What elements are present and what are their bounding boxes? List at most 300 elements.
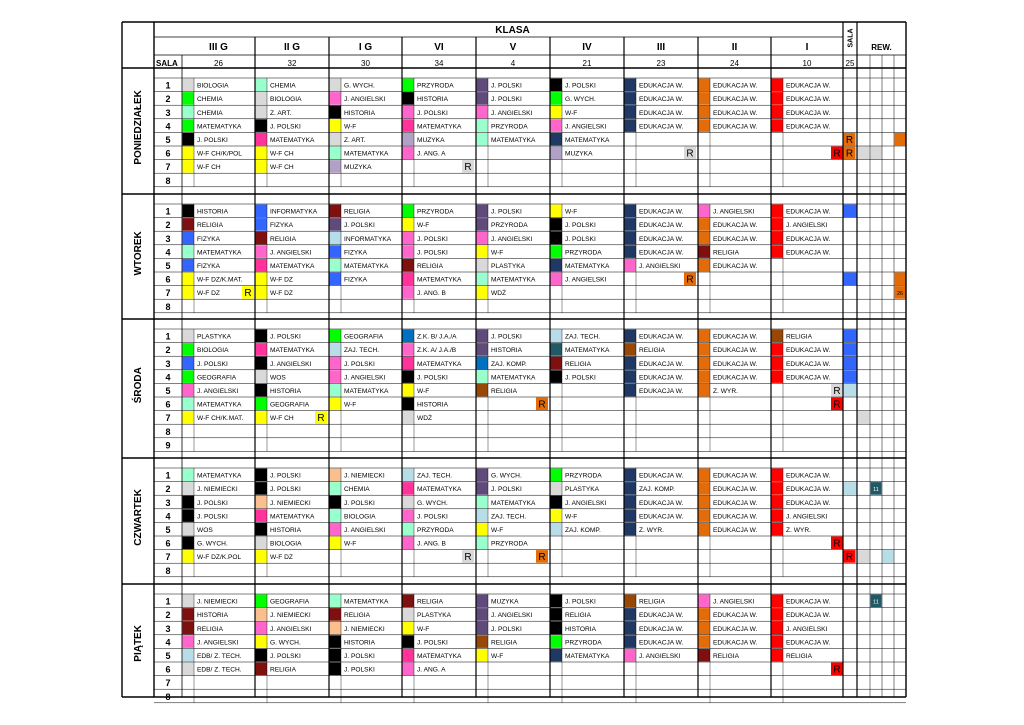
subject-color bbox=[625, 482, 637, 495]
subject-label: W-F CH/K.MAT. bbox=[197, 415, 244, 423]
subject-color bbox=[403, 398, 415, 411]
subject-label: EDUKACJA W. bbox=[713, 639, 758, 647]
subject-color bbox=[477, 343, 489, 356]
subject-color bbox=[477, 523, 489, 536]
subject-label: W-F bbox=[344, 123, 357, 131]
period-number: 2 bbox=[165, 345, 171, 356]
subject-color bbox=[403, 245, 415, 258]
subject-label: J. POLSKI bbox=[565, 235, 596, 243]
subject-label: MATEMATYKA bbox=[270, 513, 315, 521]
subject-label: MATEMATYKA bbox=[344, 388, 389, 395]
subject-label: J. POLSKI bbox=[344, 222, 375, 230]
subject-label: W-F CH/K/POL bbox=[197, 150, 242, 158]
subject-color bbox=[330, 635, 342, 648]
subject-label: RELIGIA bbox=[786, 333, 813, 341]
room-number-0: 26 bbox=[214, 59, 223, 68]
period-number: 5 bbox=[165, 261, 171, 271]
subject-label: FIZYKA bbox=[344, 276, 368, 284]
subject-color bbox=[256, 608, 268, 621]
subject-color bbox=[183, 496, 195, 509]
room-number-5: 21 bbox=[582, 59, 592, 68]
subject-color bbox=[256, 273, 268, 286]
subject-label: ZAJ. TECH. bbox=[491, 513, 527, 521]
subject-color bbox=[256, 469, 268, 482]
period-number: 3 bbox=[165, 358, 171, 369]
marker-letter: R bbox=[833, 148, 841, 160]
subject-color bbox=[625, 595, 637, 608]
subject-label: EDUKACJA W. bbox=[639, 82, 684, 90]
subject-label: EDUKACJA W. bbox=[786, 82, 831, 90]
subject-color bbox=[330, 92, 342, 105]
subject-label: J. POLSKI bbox=[417, 109, 448, 117]
subject-color bbox=[403, 370, 415, 383]
subject-color bbox=[699, 370, 711, 383]
rew-note: 26 bbox=[896, 291, 904, 298]
sala-fill bbox=[844, 273, 857, 286]
subject-label: J. ANG. A bbox=[417, 150, 446, 158]
subject-label: W-F DZ bbox=[270, 276, 293, 284]
subject-label: EDUKACJA W. bbox=[786, 235, 831, 243]
subject-color bbox=[477, 635, 489, 648]
subject-label: W-F CH bbox=[270, 164, 294, 172]
subject-label: J. ANG. A bbox=[417, 666, 446, 674]
subject-label: W-F DZ bbox=[270, 290, 293, 298]
subject-color bbox=[477, 92, 489, 105]
subject-label: EDUKACJA W. bbox=[786, 360, 831, 368]
subject-label: EDUKACJA W. bbox=[786, 123, 831, 131]
subject-label: HISTORIA bbox=[417, 96, 449, 104]
subject-label: EDUKACJA W. bbox=[713, 472, 758, 480]
subject-color bbox=[330, 232, 342, 245]
subject-label: EDUKACJA W. bbox=[786, 612, 831, 620]
subject-color bbox=[625, 119, 637, 132]
subject-label: J. ANGIELSKI bbox=[491, 612, 533, 620]
subject-label: J. ANGIELSKI bbox=[270, 625, 312, 633]
period-number: 7 bbox=[165, 413, 171, 424]
marker-letter: R bbox=[686, 148, 694, 160]
subject-color bbox=[330, 482, 342, 495]
subject-color bbox=[551, 608, 563, 621]
subject-color bbox=[625, 259, 637, 272]
subject-label: HISTORIA bbox=[565, 625, 597, 633]
subject-color bbox=[403, 106, 415, 119]
subject-label: EDUKACJA W. bbox=[786, 639, 831, 647]
subject-color bbox=[551, 106, 563, 119]
subject-label: ZAJ. KOMP. bbox=[491, 360, 527, 368]
subject-color bbox=[699, 595, 711, 608]
subject-color bbox=[551, 273, 563, 286]
subject-label: EDUKACJA W. bbox=[639, 612, 684, 620]
subject-label: MATEMATYKA bbox=[565, 263, 610, 270]
subject-color bbox=[330, 259, 342, 272]
period-number: 2 bbox=[165, 610, 171, 621]
subject-color bbox=[699, 79, 711, 92]
period-number: 5 bbox=[165, 135, 171, 145]
subject-label: J. ANGIELSKI bbox=[713, 208, 755, 216]
subject-color bbox=[551, 259, 563, 272]
period-number: 2 bbox=[165, 94, 171, 105]
subject-color bbox=[256, 357, 268, 370]
marker-letter: R bbox=[538, 552, 546, 564]
subject-label: RELIGIA bbox=[417, 598, 444, 606]
subject-color bbox=[330, 330, 342, 343]
subject-label: HISTORIA bbox=[344, 109, 376, 117]
subject-label: Z. WYR. bbox=[713, 388, 738, 395]
subject-label: J. POLSKI bbox=[197, 513, 228, 521]
period-number: 7 bbox=[165, 288, 171, 299]
subject-label: MATEMATYKA bbox=[565, 653, 610, 660]
subject-color bbox=[477, 273, 489, 286]
subject-label: EDUKACJA W. bbox=[639, 472, 684, 480]
subject-color bbox=[403, 649, 415, 662]
subject-label: J. NIEMIECKI bbox=[344, 472, 385, 480]
subject-label: W-F bbox=[344, 401, 357, 409]
subject-label: MATEMATYKA bbox=[344, 598, 389, 606]
subject-color bbox=[330, 496, 342, 509]
subject-color bbox=[477, 482, 489, 495]
subject-color bbox=[403, 537, 415, 550]
sala-fill bbox=[844, 370, 857, 383]
subject-label: EDUKACJA W. bbox=[786, 96, 831, 104]
period-number: 5 bbox=[165, 525, 171, 535]
subject-color bbox=[330, 622, 342, 635]
subject-label: J. POLSKI bbox=[491, 208, 522, 216]
subject-color bbox=[183, 509, 195, 522]
period-number: 8 bbox=[165, 565, 171, 576]
subject-label: MATEMATYKA bbox=[270, 263, 315, 270]
subject-label: EDUKACJA W. bbox=[713, 123, 758, 131]
subject-color bbox=[699, 343, 711, 356]
subject-color bbox=[403, 232, 415, 245]
subject-label: W-F bbox=[565, 513, 578, 521]
subject-color bbox=[256, 537, 268, 550]
subject-label: MATEMATYKA bbox=[565, 137, 610, 144]
subject-label: J. POLSKI bbox=[197, 360, 228, 368]
period-number: 5 bbox=[165, 386, 171, 396]
subject-label: MUZYKA bbox=[491, 598, 519, 606]
subject-label: EDUKACJA W. bbox=[639, 360, 684, 368]
subject-color bbox=[477, 330, 489, 343]
subject-label: J. POLSKI bbox=[270, 472, 301, 480]
subject-label: PRZYRODA bbox=[565, 249, 602, 257]
subject-label: J. ANGIELSKI bbox=[713, 598, 755, 606]
subject-label: HISTORIA bbox=[270, 388, 302, 395]
subject-label: J. POLSKI bbox=[491, 96, 522, 104]
period-number: 3 bbox=[165, 623, 171, 634]
subject-label: W-F bbox=[417, 388, 430, 395]
subject-color bbox=[330, 218, 342, 231]
subject-label: GEOGRAFIA bbox=[197, 374, 237, 382]
subject-color bbox=[256, 370, 268, 383]
subject-color bbox=[625, 205, 637, 218]
subject-label: PLASTYKA bbox=[417, 612, 452, 620]
subject-label: MATEMATYKA bbox=[417, 123, 462, 131]
subject-label: J. POLSKI bbox=[197, 137, 228, 144]
subject-color bbox=[477, 218, 489, 231]
subject-color bbox=[256, 595, 268, 608]
klasa-heading: KLASA bbox=[495, 25, 530, 36]
subject-label: J. ANGIELSKI bbox=[565, 276, 607, 284]
subject-color bbox=[330, 608, 342, 621]
subject-color bbox=[330, 147, 342, 160]
subject-label: ZAJ. KOMP. bbox=[565, 527, 601, 534]
subject-color bbox=[403, 205, 415, 218]
period-number: 7 bbox=[165, 678, 171, 689]
period-number: 8 bbox=[165, 175, 171, 186]
subject-label: G. WYCH. bbox=[344, 82, 375, 90]
subject-color bbox=[330, 273, 342, 286]
day-label: PIĄTEK bbox=[133, 625, 144, 662]
subject-color bbox=[256, 218, 268, 231]
subject-label: MATEMATYKA bbox=[344, 263, 389, 270]
subject-color bbox=[551, 649, 563, 662]
subject-color bbox=[625, 92, 637, 105]
subject-label: J. NIEMIECKI bbox=[344, 625, 385, 633]
period-number: 5 bbox=[165, 651, 171, 661]
marker-letter: R bbox=[464, 552, 472, 564]
room-number-8: 10 bbox=[802, 59, 812, 68]
subject-color bbox=[772, 343, 784, 356]
subject-color bbox=[256, 160, 268, 173]
subject-label: GEOGRAFIA bbox=[270, 401, 310, 409]
subject-label: J. ANGIELSKI bbox=[197, 388, 239, 395]
subject-color bbox=[477, 133, 489, 146]
subject-color bbox=[183, 79, 195, 92]
subject-color bbox=[551, 509, 563, 522]
subject-color bbox=[403, 482, 415, 495]
subject-label: J. POLSKI bbox=[491, 625, 522, 633]
period-number: 2 bbox=[165, 484, 171, 495]
subject-color bbox=[772, 205, 784, 218]
subject-label: J. ANGIELSKI bbox=[344, 527, 386, 534]
subject-label: W-F DZ/K.MAT. bbox=[197, 276, 243, 284]
subject-label: RELIGIA bbox=[713, 653, 740, 660]
subject-color bbox=[772, 509, 784, 522]
subject-label: J. ANGIELSKI bbox=[786, 222, 828, 230]
subject-color bbox=[477, 286, 489, 299]
subject-label: EDUKACJA W. bbox=[639, 513, 684, 521]
subject-label: EDUKACJA W. bbox=[786, 109, 831, 117]
subject-label: MATEMATYKA bbox=[344, 150, 389, 158]
subject-color bbox=[772, 370, 784, 383]
subject-label: EDUKACJA W. bbox=[639, 96, 684, 104]
subject-color bbox=[699, 482, 711, 495]
subject-label: J. POLSKI bbox=[270, 123, 301, 131]
subject-label: EDUKACJA W. bbox=[713, 374, 758, 382]
marker-letter: R bbox=[538, 399, 546, 411]
subject-color bbox=[256, 384, 268, 397]
subject-color bbox=[699, 469, 711, 482]
sala-fill bbox=[844, 330, 857, 343]
subject-label: MATEMATYKA bbox=[270, 137, 315, 144]
subject-label: RELIGIA bbox=[417, 263, 444, 270]
period-number: 8 bbox=[165, 301, 171, 312]
subject-color bbox=[256, 106, 268, 119]
subject-color bbox=[477, 608, 489, 621]
subject-label: G. WYCH. bbox=[270, 639, 301, 647]
subject-label: EDUKACJA W. bbox=[713, 235, 758, 243]
subject-label: EDUKACJA W. bbox=[713, 263, 758, 270]
subject-color bbox=[699, 205, 711, 218]
room-number-6: 23 bbox=[656, 59, 666, 68]
subject-color bbox=[477, 205, 489, 218]
subject-color bbox=[625, 649, 637, 662]
subject-label: J. POLSKI bbox=[417, 374, 448, 382]
subject-color bbox=[477, 537, 489, 550]
subject-label: EDUKACJA W. bbox=[786, 208, 831, 216]
subject-label: RELIGIA bbox=[197, 625, 224, 633]
period-number: 6 bbox=[165, 664, 171, 675]
subject-color bbox=[551, 496, 563, 509]
subject-color bbox=[477, 649, 489, 662]
subject-label: EDUKACJA W. bbox=[713, 612, 758, 620]
marker-letter: R bbox=[317, 413, 325, 425]
subject-color bbox=[699, 106, 711, 119]
subject-label: Z.K. B/ J.A./A bbox=[417, 333, 457, 341]
subject-label: J. POLSKI bbox=[417, 235, 448, 243]
subject-color bbox=[183, 343, 195, 356]
subject-label: INFORMATYKA bbox=[270, 208, 318, 216]
subject-label: CHEMIA bbox=[270, 82, 296, 90]
marker-letter: R bbox=[686, 274, 694, 286]
subject-color bbox=[256, 663, 268, 676]
subject-color bbox=[551, 133, 563, 146]
subject-label: G. WYCH. bbox=[417, 499, 448, 507]
subject-color bbox=[477, 595, 489, 608]
sala-fill bbox=[844, 384, 857, 397]
subject-label: FIZYKA bbox=[197, 235, 221, 243]
subject-color bbox=[330, 398, 342, 411]
subject-label: J. POLSKI bbox=[270, 653, 301, 660]
room-number-1: 32 bbox=[287, 59, 297, 68]
subject-color bbox=[772, 482, 784, 495]
subject-color bbox=[403, 622, 415, 635]
subject-label: RELIGIA bbox=[713, 249, 740, 257]
subject-label: ZAJ. TECH. bbox=[344, 347, 380, 355]
subject-label: J. POLSKI bbox=[565, 222, 596, 230]
subject-color bbox=[477, 357, 489, 370]
subject-color bbox=[699, 608, 711, 621]
subject-color bbox=[772, 330, 784, 343]
subject-color bbox=[772, 622, 784, 635]
subject-color bbox=[699, 232, 711, 245]
subject-color bbox=[330, 595, 342, 608]
subject-color bbox=[183, 482, 195, 495]
subject-label: EDUKACJA W. bbox=[639, 222, 684, 230]
subject-color bbox=[699, 523, 711, 536]
subject-color bbox=[256, 550, 268, 563]
subject-color bbox=[183, 232, 195, 245]
period-number: 8 bbox=[165, 691, 171, 702]
subject-label: W-F bbox=[565, 109, 578, 117]
subject-label: Z. WYR. bbox=[786, 527, 811, 534]
subject-label: J. ANGIELSKI bbox=[344, 374, 386, 382]
rew-fill bbox=[895, 133, 906, 146]
rew-fill bbox=[895, 273, 906, 286]
subject-color bbox=[183, 608, 195, 621]
sala-fill bbox=[844, 343, 857, 356]
subject-label: EDUKACJA W. bbox=[713, 347, 758, 355]
subject-label: J. ANGIELSKI bbox=[270, 360, 312, 368]
subject-label: J. POLSKI bbox=[565, 598, 596, 606]
subject-label: W-F bbox=[417, 625, 430, 633]
subject-color bbox=[551, 79, 563, 92]
subject-color bbox=[477, 622, 489, 635]
subject-color bbox=[183, 259, 195, 272]
period-number: 6 bbox=[165, 399, 171, 410]
subject-label: MATEMATYKA bbox=[270, 347, 315, 355]
subject-label: W-F CH bbox=[197, 164, 221, 172]
subject-label: RELIGIA bbox=[270, 666, 297, 674]
sala-room-number: 25 bbox=[845, 59, 855, 68]
subject-color bbox=[403, 608, 415, 621]
period-number: 7 bbox=[165, 552, 171, 563]
subject-label: J. ANGIELSKI bbox=[639, 263, 681, 270]
subject-label: J. ANGIELSKI bbox=[565, 123, 607, 131]
subject-color bbox=[772, 119, 784, 132]
subject-label: ZAJ. KOMP. bbox=[639, 486, 675, 494]
period-number: 8 bbox=[165, 426, 171, 437]
subject-color bbox=[403, 147, 415, 160]
period-number: 6 bbox=[165, 274, 171, 285]
subject-label: W-F bbox=[491, 527, 504, 534]
subject-label: EDUKACJA W. bbox=[639, 208, 684, 216]
subject-color bbox=[403, 469, 415, 482]
subject-color bbox=[551, 205, 563, 218]
subject-label: J. ANGIELSKI bbox=[270, 249, 312, 257]
subject-label: PLASTYKA bbox=[197, 333, 232, 341]
subject-color bbox=[330, 343, 342, 356]
subject-label: MATEMATYKA bbox=[491, 276, 536, 284]
subject-label: J. NIEMIECKI bbox=[197, 486, 238, 494]
subject-color bbox=[183, 398, 195, 411]
rew-fill bbox=[871, 147, 882, 160]
subject-label: EDUKACJA W. bbox=[786, 347, 831, 355]
subject-label: CHEMIA bbox=[197, 96, 223, 104]
subject-label: EDUKACJA W. bbox=[639, 639, 684, 647]
subject-color bbox=[699, 622, 711, 635]
room-number-7: 24 bbox=[730, 59, 739, 68]
subject-color bbox=[772, 608, 784, 621]
subject-color bbox=[403, 286, 415, 299]
subject-color bbox=[477, 259, 489, 272]
period-number: 1 bbox=[165, 470, 171, 481]
subject-label: EDUKACJA W. bbox=[639, 249, 684, 257]
subject-label: EDUKACJA W. bbox=[713, 513, 758, 521]
subject-color bbox=[551, 330, 563, 343]
period-number: 1 bbox=[165, 206, 171, 217]
period-number: 1 bbox=[165, 596, 171, 607]
subject-label: EDUKACJA W. bbox=[639, 374, 684, 382]
subject-label: MATEMATYKA bbox=[197, 472, 242, 480]
subject-label: ZAJ. TECH. bbox=[565, 333, 601, 341]
subject-label: EDUKACJA W. bbox=[713, 360, 758, 368]
subject-color bbox=[183, 550, 195, 563]
subject-color bbox=[330, 119, 342, 132]
room-number-4: 4 bbox=[510, 59, 516, 68]
subject-label: J. POLSKI bbox=[417, 513, 448, 521]
subject-color bbox=[256, 411, 268, 424]
subject-color bbox=[403, 595, 415, 608]
period-number: 6 bbox=[165, 538, 171, 549]
subject-label: WDŻ bbox=[417, 415, 433, 423]
subject-color bbox=[699, 357, 711, 370]
subject-color bbox=[403, 259, 415, 272]
subject-color bbox=[772, 649, 784, 662]
subject-color bbox=[625, 635, 637, 648]
rew-fill bbox=[858, 550, 870, 563]
rew-heading: REW. bbox=[871, 43, 892, 52]
